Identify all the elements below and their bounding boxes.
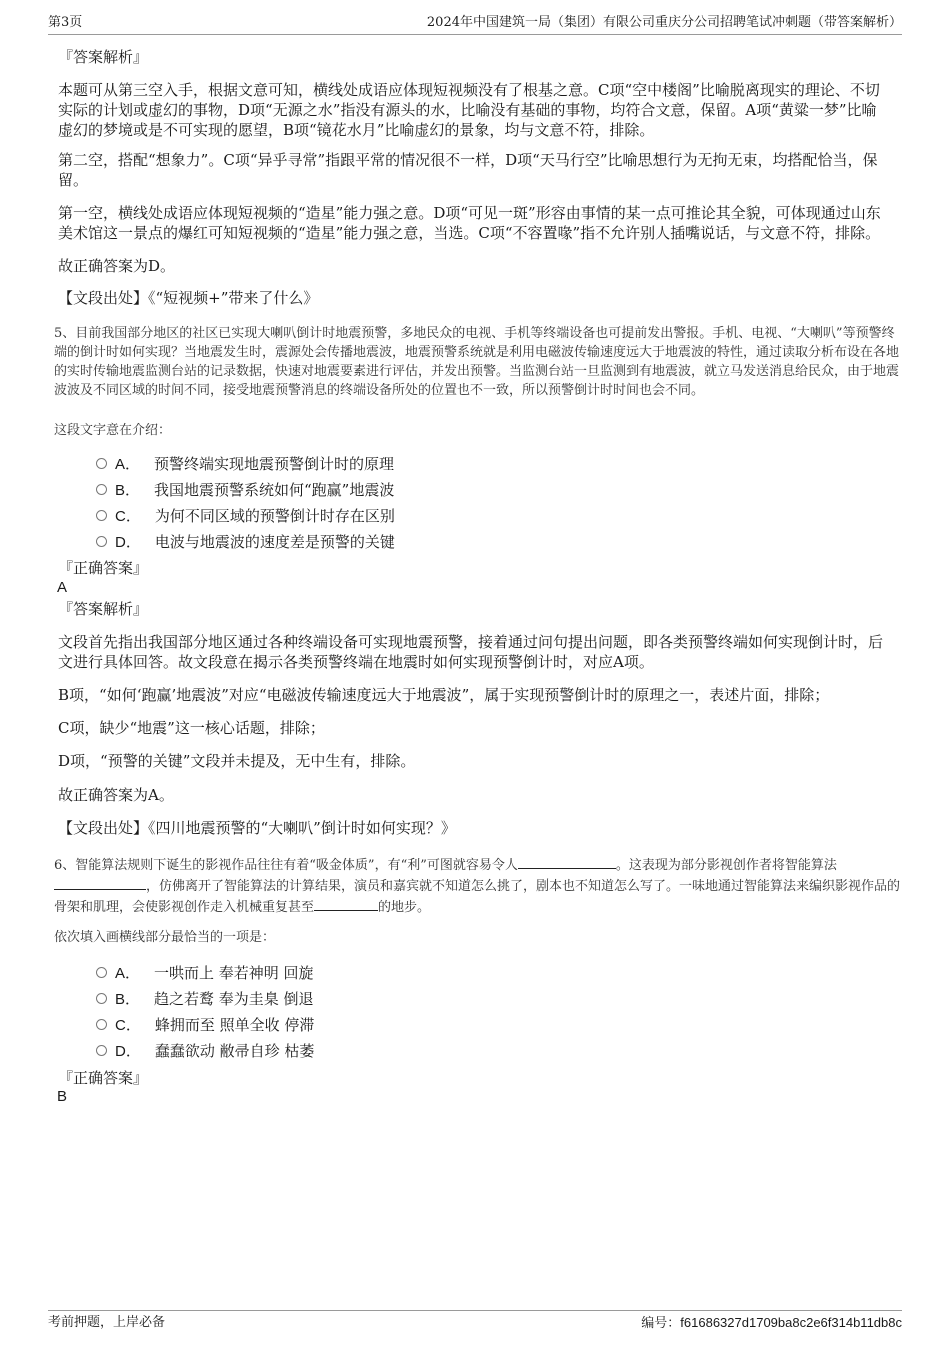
option-letter: D． <box>115 534 141 551</box>
analysis-conclusion: 故正确答案为A。 <box>58 786 174 804</box>
footer-slogan: 考前押题，上岸必备 <box>48 1315 166 1330</box>
option-a[interactable] <box>96 454 394 474</box>
question-stem: 5、目前我国部分地区的社区已实现大喇叭倒计时地震预警，多地民众的电视、手机等终端设备也可提前发出警报。手机、电视、“大喇叭”等预警终端的倒计时如何实现？当地震发生时，震源处会传播地震波，地震预警系统就是利用电磁波传输速度远大于地震波的特性，通过读取分析布设在各地的实时传输地震监测台站的记录数据，快速对地震要素进行评估，并发出预警。当监测台站一旦监测到有地震波，就立马发送消息给民众，由于地震波波及不同区域的时间不同，接受地震预警消息的终端设备所处的位置也不一致，所以预警倒计时时间也会不同。 <box>54 326 900 398</box>
correct-answer: B <box>57 1088 68 1105</box>
option-text: 蜂拥而至 照单全收 停滞 <box>154 1016 315 1034</box>
option-letter: A． <box>115 965 141 982</box>
question-prompt: 这段文字意在介绍： <box>54 423 172 438</box>
option-letter: A． <box>115 456 141 473</box>
option-text: 趋之若鹜 奉为圭臬 倒退 <box>154 990 314 1008</box>
radio-button-icon[interactable] <box>96 536 107 547</box>
page-header <box>48 14 902 35</box>
code-label: 编号： <box>641 1316 681 1331</box>
option-d[interactable] <box>96 1041 314 1061</box>
option-b[interactable] <box>96 989 314 1009</box>
fill-blank <box>54 875 146 890</box>
option-a[interactable] <box>96 963 314 983</box>
option-b[interactable] <box>96 480 394 500</box>
analysis-paragraph: 本题可从第三空入手，根据文意可知，横线处成语应体现短视频没有了根基之意。C项“空中楼阁”比喻脱离现实的理论、不切实际的计划或虚幻的事物，D项“无源之水”指没有源头的水，比喻没有基础的事物，均符合文意，保留。A项“黄粱一梦”比喻虚幻的梦境或是不可实现的愿望，B项“镜花水月”比喻虚幻的景象，均与文意不符，排除。 <box>58 81 880 139</box>
option-text: 电波与地震波的速度差是预警的关键 <box>154 533 395 551</box>
option-letter: C． <box>115 1017 141 1034</box>
page-footer <box>48 1310 902 1333</box>
source-citation: 【文段出处】《四川地震预警的“大喇叭”倒计时如何实现？》 <box>58 819 456 837</box>
option-c[interactable] <box>96 1015 314 1035</box>
option-letter: D． <box>115 1043 141 1060</box>
analysis-conclusion: 故正确答案为D。 <box>58 257 176 275</box>
radio-button-icon[interactable] <box>96 967 107 978</box>
question-stem: 6、智能算法规则下诞生的影视作品往往有着“吸金体质”，有“利”可图就容易令人 。这表现为部分影视创作者将智能算法，仿佛离开了智能算法的计算结果，演员和嘉宾就不知道怎么挑了，剧本也不知道怎么写了。一味地通过智能算法来编织影视作品的骨架和肌理，会使影视创作走入机械重复甚至 的地步。 <box>54 854 900 917</box>
fill-blank <box>518 854 616 869</box>
correct-answer-label: 『正确答案』 <box>58 1069 149 1087</box>
question-prompt: 依次填入画横线部分最恰当的一项是： <box>54 930 276 945</box>
option-text: 我国地震预警系统如何“跑赢”地震波 <box>154 481 395 499</box>
radio-button-icon[interactable] <box>96 484 107 495</box>
option-letter: B． <box>115 991 141 1008</box>
option-c[interactable] <box>96 506 395 526</box>
fill-blank <box>314 896 378 911</box>
radio-button-icon[interactable] <box>96 510 107 521</box>
analysis-paragraph: D项，“预警的关键”文段并未提及，无中生有，排除。 <box>58 752 416 770</box>
option-text: 为何不同区域的预警倒计时存在区别 <box>154 507 395 525</box>
code-value: f61686327d1709ba8c2e6f314b11db8c <box>680 1315 902 1330</box>
option-letter: B． <box>115 482 141 499</box>
analysis-paragraph: C项，缺少“地震”这一核心话题，排除； <box>58 719 325 737</box>
radio-button-icon[interactable] <box>96 1019 107 1030</box>
option-text: 蠢蠢欲动 敝帚自珍 枯萎 <box>154 1042 315 1060</box>
document-code <box>641 1313 902 1334</box>
option-text: 预警终端实现地震预警倒计时的原理 <box>154 455 395 473</box>
analysis-label: 『答案解析』 <box>58 600 149 618</box>
option-d[interactable] <box>96 532 395 552</box>
radio-button-icon[interactable] <box>96 458 107 469</box>
analysis-paragraph: B项，“如何‘跑赢’地震波”对应“电磁波传输速度远大于地震波”，属于实现预警倒计时的原理之一，表述片面，排除； <box>58 686 830 704</box>
source-citation: 【文段出处】《“短视频+”带来了什么》 <box>58 289 319 307</box>
page-number: 第3页 <box>48 15 83 30</box>
analysis-paragraph: 第一空，横线处成语应体现短视频的“造星”能力强之意。D项“可见一斑”形容由事情的某一点可推论其全貌，可体现通过山东美术馆这一景点的爆红可知短视频的“造星”能力强之意，当选。C项“不容置喙”指不允许别人插嘴说话，与文意不符，排除。 <box>58 204 881 242</box>
analysis-paragraph: 文段首先指出我国部分地区通过各种终端设备可实现地震预警，接着通过问句提出问题，即各类预警终端如何实现倒计时，后文进行具体回答。故文段意在揭示各类预警终端在地震时如何实现预警倒计时，对应A项。 <box>58 633 884 671</box>
option-letter: C． <box>115 508 141 525</box>
analysis-label: 『答案解析』 <box>58 48 149 66</box>
document-title: 2024年中国建筑一局（集团）有限公司重庆分公司招聘笔试冲刺题（带答案解析） <box>426 15 902 30</box>
option-text: 一哄而上 奉若神明 回旋 <box>154 964 314 982</box>
analysis-paragraph: 第二空，搭配“想象力”。C项“异乎寻常”指跟平常的情况很不一样，D项“天马行空”比喻思想行为无拘无束，均搭配恰当，保留。 <box>58 151 878 189</box>
correct-answer: A <box>57 579 68 596</box>
radio-button-icon[interactable] <box>96 993 107 1004</box>
correct-answer-label: 『正确答案』 <box>58 559 149 577</box>
radio-button-icon[interactable] <box>96 1045 107 1056</box>
